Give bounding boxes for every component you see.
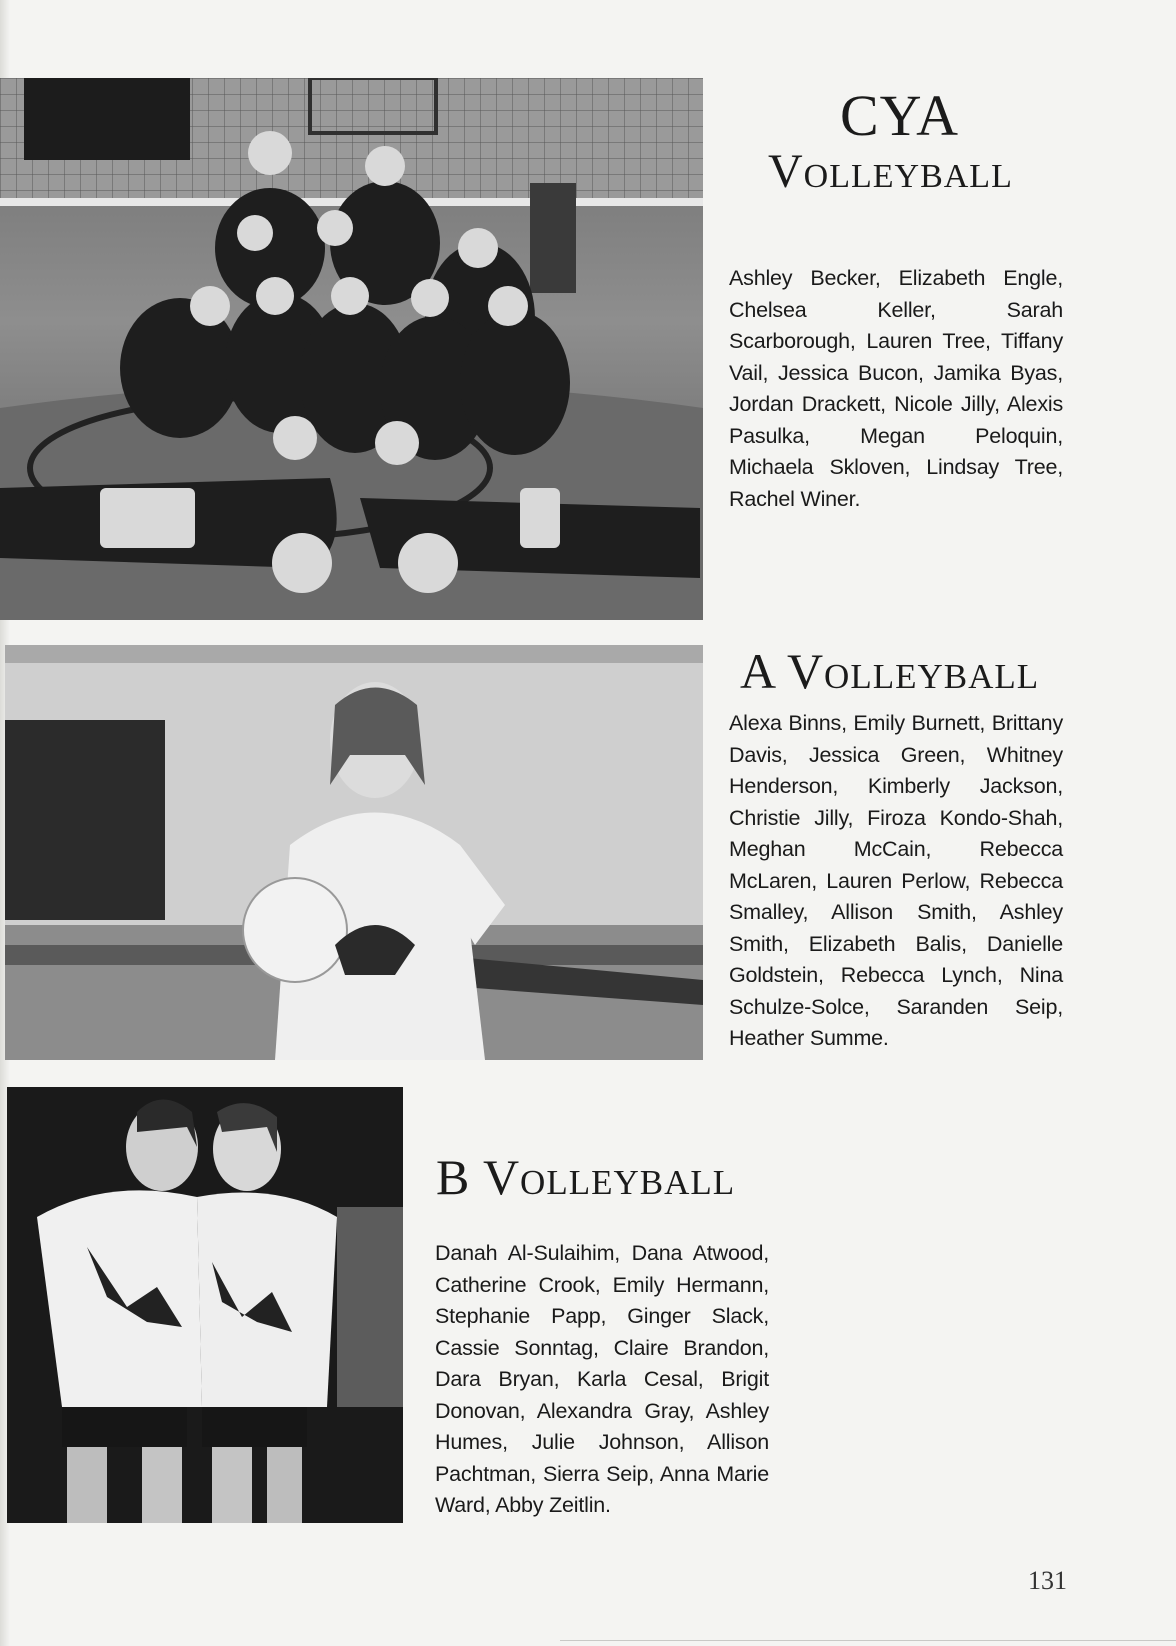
b-volleyball-roster: Danah Al-Sulaihim, Dana Atwood, Catherine Crook, Emily Hermann, Stephanie Papp, Ginger Slack, Cassie Sonntag, Claire Brandon, Dara Bryan, Karla Cesal, Brigit Donovan, Alexandra Gray, Ashley Humes, Julie Johnson, Allison Pachtman, Sierra Seip, Anna Marie Ward, Abby Zeitlin.	[435, 1241, 769, 1517]
bottom-edge-rule	[560, 1640, 1176, 1641]
a-volleyball-photo-art	[5, 645, 703, 1060]
b-volleyball-photo	[7, 1087, 403, 1523]
cya-volleyball-roster: Ashley Becker, Elizabeth Engle, Chelsea Keller, Sarah Scarborough, Lauren Tree, Tiffany Vail, Jessica Bucon, Jamika Byas, Jordan Drackett, Nicole Jilly, Alexis Pasulka, Megan Peloquin, Michaela Skloven, Lindsay Tree, Rachel Winer.	[729, 266, 1063, 511]
b-volleyball-photo-art	[7, 1087, 403, 1523]
a-volleyball-photo	[5, 645, 703, 1060]
cya-volleyball-heading-line2: Volleyball	[768, 145, 1013, 198]
page-number: 131	[1028, 1566, 1067, 1595]
a-volleyball-heading: A Volleyball	[740, 643, 1040, 699]
cya-volleyball-heading-line1: CYA	[840, 83, 960, 148]
cya-team-photo-art	[0, 78, 703, 620]
b-volleyball-heading: B Volleyball	[436, 1149, 736, 1205]
a-volleyball-roster: Alexa Binns, Emily Burnett, Brittany Davis, Jessica Green, Whitney Henderson, Kimberly Jackson, Christie Jilly, Firoza Kondo-Shah, Meghan McCain, Rebecca McLaren, Lauren Perlow, Rebecca Smalley, Allison Smith, Ashley Smith, Elizabeth Balis, Danielle Goldstein, Rebecca Lynch, Nina Schulze-Solce, Saranden Seip, Heather Summe.	[729, 711, 1063, 1050]
cya-team-photo	[0, 78, 703, 620]
